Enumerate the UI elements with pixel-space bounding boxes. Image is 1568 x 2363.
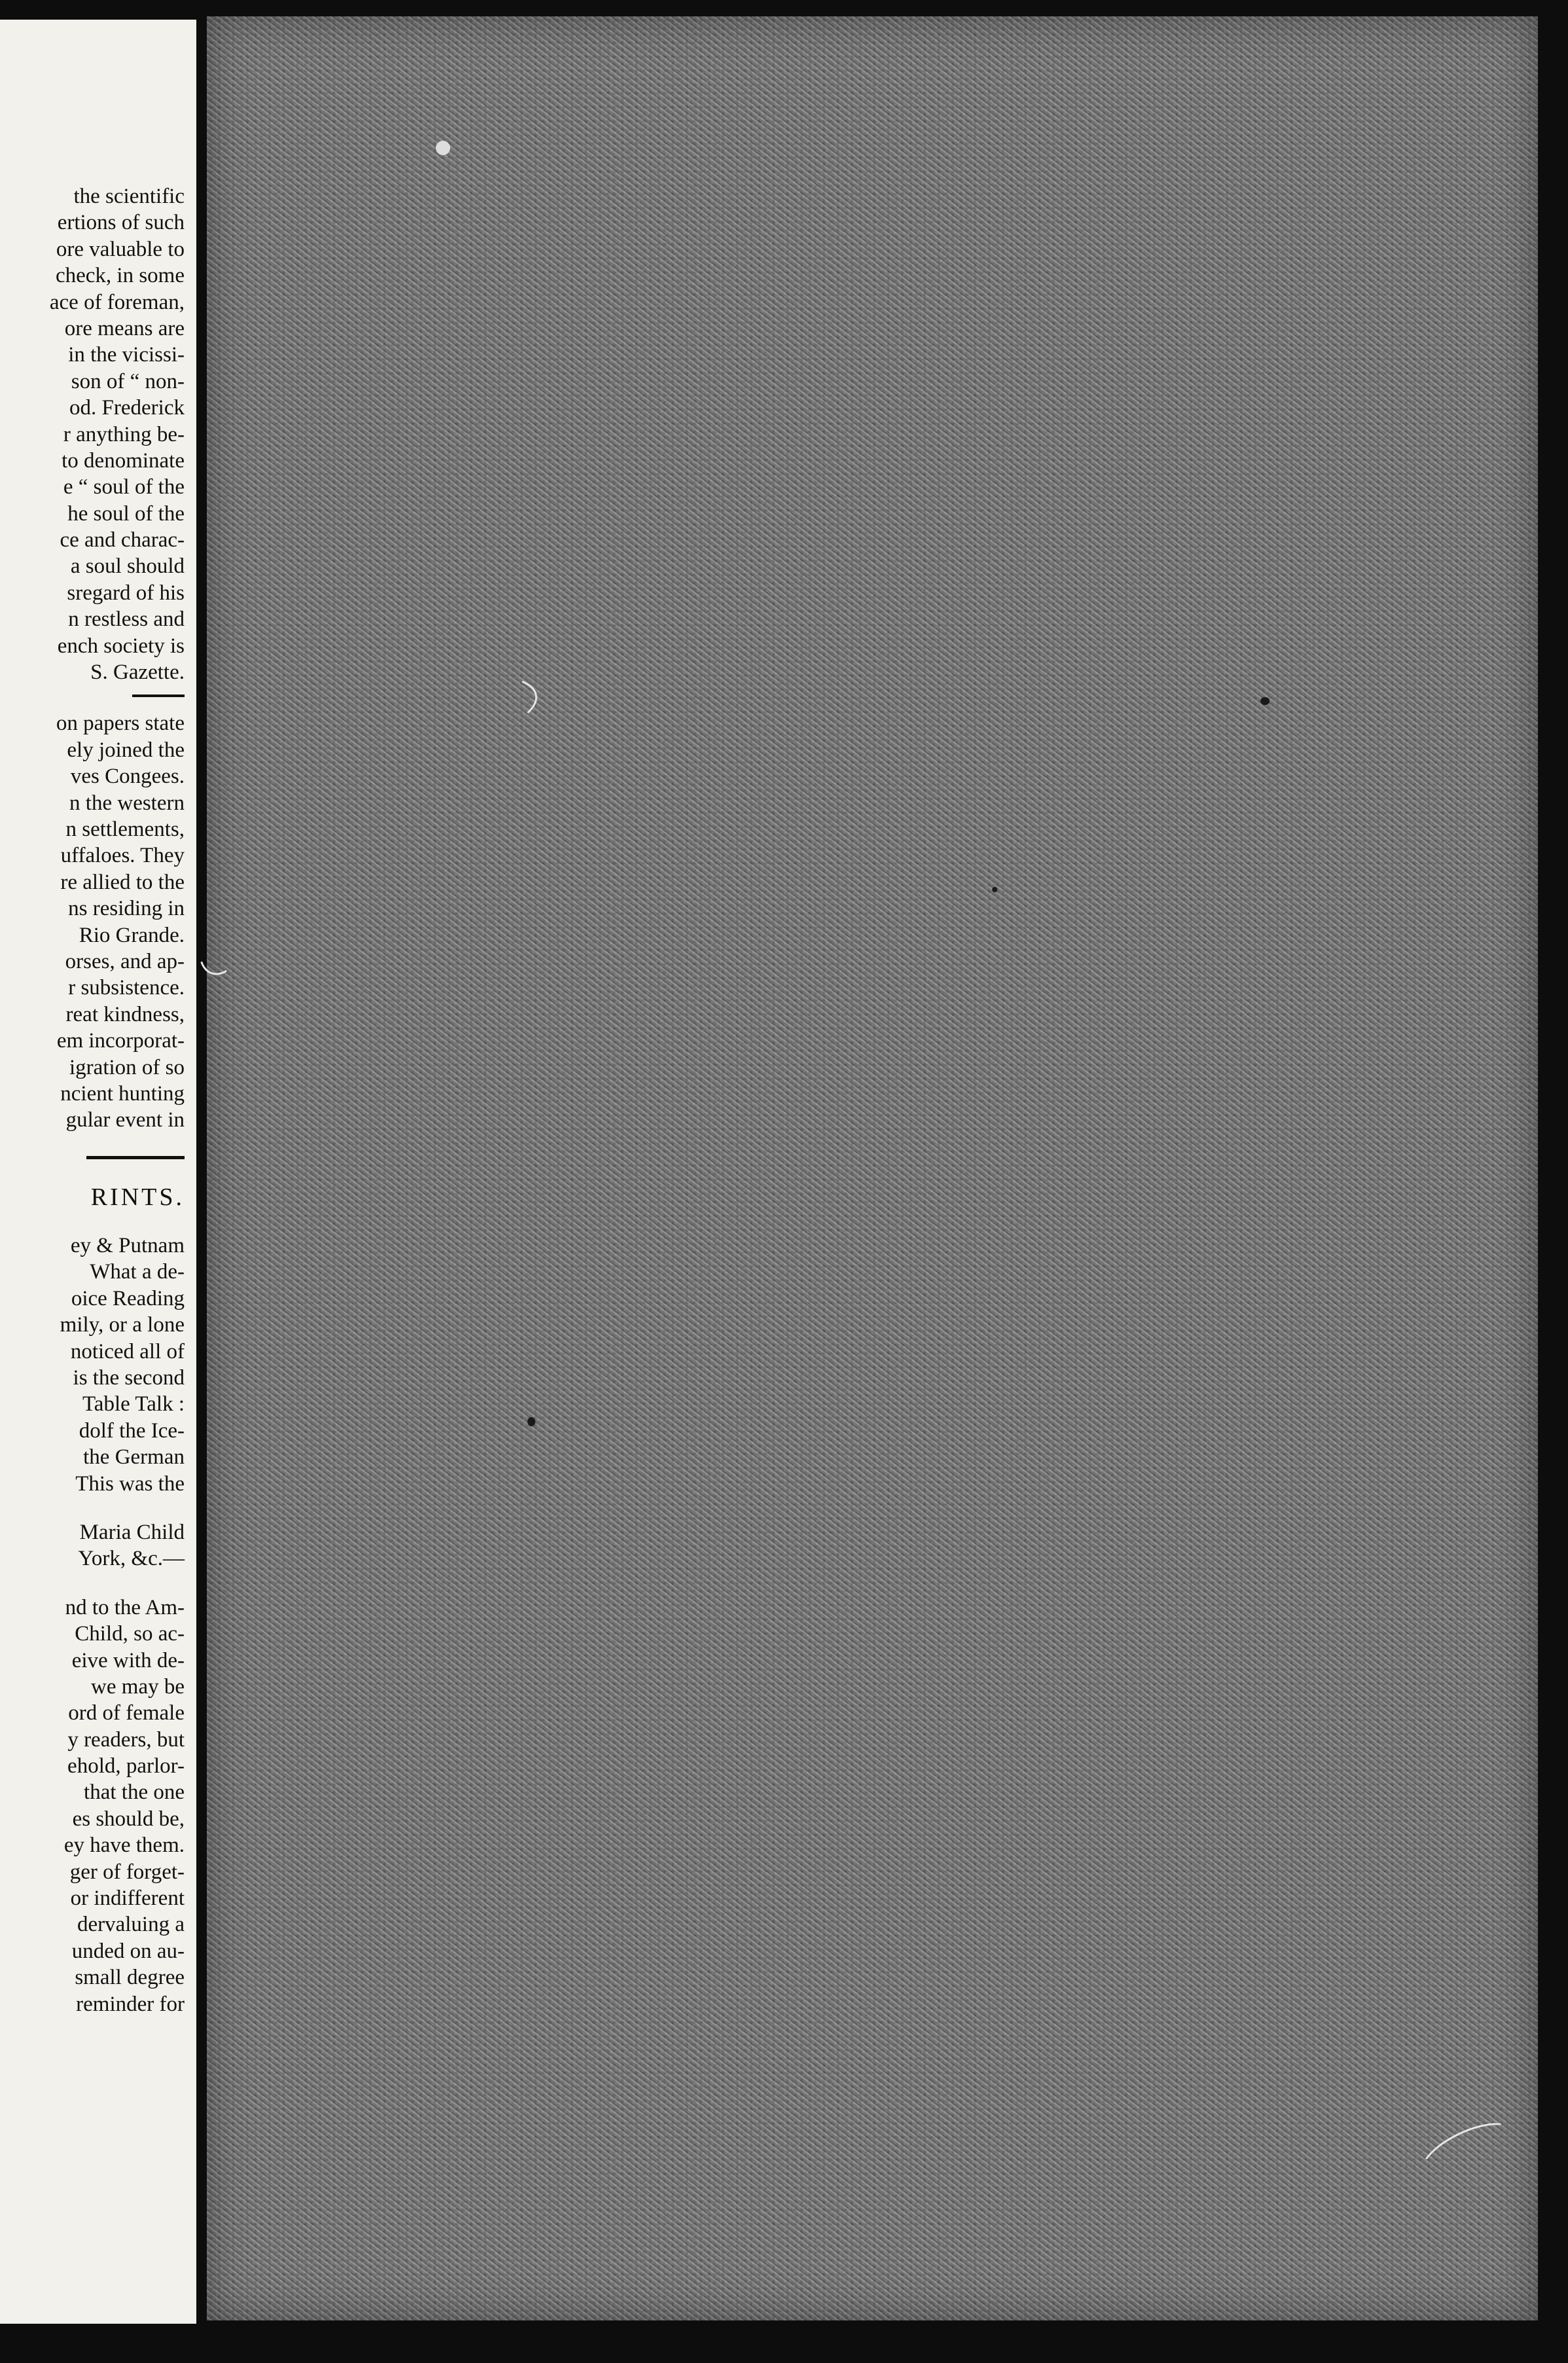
text-line: r subsistence. bbox=[68, 976, 185, 1000]
text-line: gular event in bbox=[65, 1108, 185, 1132]
text-line: ce and charac- bbox=[60, 528, 185, 552]
light-blemish bbox=[436, 141, 450, 155]
text-line: to denominate bbox=[62, 448, 185, 473]
text-line: ey have them. bbox=[63, 1833, 185, 1858]
text-line: small degree bbox=[75, 1966, 185, 1990]
text-line: od. Frederick bbox=[69, 396, 185, 420]
text-line: es should be, bbox=[72, 1807, 185, 1831]
text-line: n the western bbox=[69, 791, 185, 815]
text-line: nd to the Am- bbox=[65, 1595, 185, 1619]
text-line: the scientific bbox=[73, 185, 185, 208]
paragraph-block-5 bbox=[0, 1595, 185, 2017]
paper-fiber bbox=[412, 668, 542, 744]
text-line: reminder for bbox=[76, 1992, 185, 2016]
text-line: is the second bbox=[73, 1366, 185, 1390]
text-line: igration of so bbox=[69, 1055, 185, 1079]
section-heading: RINTS. bbox=[90, 1183, 185, 1211]
short-rule bbox=[132, 694, 185, 697]
text-line: Maria Child bbox=[79, 1520, 185, 1544]
text-line: ey & Putnam bbox=[70, 1234, 185, 1258]
text-line: sregard of his bbox=[67, 581, 185, 605]
text-line: York, &c.— bbox=[78, 1547, 185, 1571]
text-line: ehold, parlor- bbox=[67, 1754, 185, 1778]
text-line: Rio Grande. bbox=[79, 923, 185, 947]
text-line: noticed all of bbox=[70, 1339, 185, 1363]
text-line: n restless and bbox=[68, 607, 185, 632]
text-line: he soul of the bbox=[67, 501, 185, 526]
paper-fiber bbox=[1413, 2111, 1523, 2193]
text-line: the German bbox=[83, 1445, 185, 1470]
ink-speck bbox=[992, 887, 997, 892]
text-line: eive with de- bbox=[71, 1648, 185, 1672]
text-line: n settlements, bbox=[65, 817, 185, 841]
text-line: ord of female bbox=[68, 1701, 185, 1725]
text-line: we may be bbox=[91, 1674, 185, 1699]
text-line: unded on au- bbox=[71, 1939, 185, 1963]
text-line: ely joined the bbox=[67, 738, 185, 762]
text-line: This was the bbox=[75, 1471, 185, 1496]
text-line: ench society is bbox=[57, 634, 185, 658]
text-line: ace of foreman, bbox=[49, 290, 185, 314]
paragraph-block-2 bbox=[0, 710, 185, 1133]
text-line: ore means are bbox=[64, 316, 185, 340]
paragraph-block-1 bbox=[0, 183, 185, 685]
text-line: that the one bbox=[84, 1780, 185, 1805]
text-line: r anything be- bbox=[63, 422, 185, 446]
text-line: e “ soul of the bbox=[63, 475, 185, 499]
text-line: S. Gazette. bbox=[90, 660, 185, 685]
text-line: orses, and ap- bbox=[65, 949, 185, 973]
text-line: on papers state bbox=[56, 712, 185, 736]
section-rule bbox=[86, 1156, 185, 1159]
text-line: uffaloes. They bbox=[60, 844, 185, 868]
text-line: mily, or a lone bbox=[60, 1313, 185, 1337]
ink-speck bbox=[1260, 697, 1270, 705]
text-line: What a de- bbox=[90, 1260, 185, 1284]
text-line: in the vicissi- bbox=[68, 343, 185, 367]
ink-speck bbox=[527, 1417, 535, 1426]
column-text bbox=[0, 183, 185, 2017]
text-line: y readers, but bbox=[67, 1727, 185, 1752]
text-line: dervaluing a bbox=[77, 1913, 185, 1937]
text-line: reat kindness, bbox=[65, 1002, 185, 1026]
printed-column-fragment bbox=[0, 20, 196, 2324]
text-line: oice Reading bbox=[71, 1286, 185, 1310]
text-line: ns residing in bbox=[68, 897, 185, 921]
paragraph-block-4 bbox=[0, 1519, 185, 1572]
text-line: Table Talk : bbox=[82, 1392, 185, 1416]
text-line: dolf the Ice- bbox=[79, 1418, 185, 1443]
paragraph-block-3 bbox=[0, 1233, 185, 1497]
text-line: a soul should bbox=[70, 554, 185, 579]
text-line: or indifferent bbox=[70, 1886, 185, 1911]
text-line: ger of forget- bbox=[69, 1860, 185, 1884]
text-line: em incorporat- bbox=[56, 1029, 185, 1053]
text-line: ore valuable to bbox=[56, 237, 185, 261]
text-line: son of “ non- bbox=[71, 369, 185, 393]
paper-fiber bbox=[191, 908, 253, 982]
text-line: ertions of such bbox=[57, 211, 185, 235]
blank-cover-board bbox=[207, 16, 1538, 2320]
text-line: ves Congees. bbox=[70, 765, 185, 789]
text-line: Child, so ac- bbox=[75, 1622, 185, 1646]
text-line: check, in some bbox=[55, 264, 185, 288]
text-line: ncient hunting bbox=[60, 1081, 185, 1106]
text-line: re allied to the bbox=[60, 870, 185, 894]
